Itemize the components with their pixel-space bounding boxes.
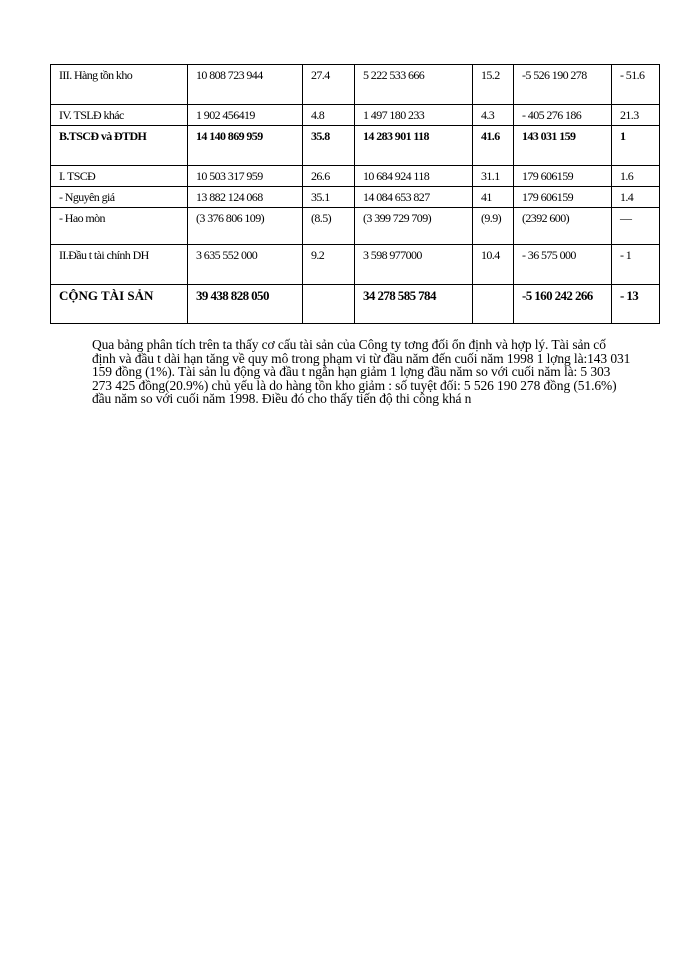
cell-value: [303, 285, 355, 324]
cell-value: 1 902 456419: [188, 105, 303, 126]
row-label: B.TSCĐ và ĐTDH: [51, 126, 188, 166]
cell-value: 179 606159: [514, 166, 612, 187]
cell-value: 5 222 533 666: [355, 65, 473, 105]
cell-value: (2392 600): [514, 208, 612, 245]
cell-value: - 13: [612, 285, 660, 324]
table-row-total: [51, 285, 660, 324]
cell-value: 4.8: [303, 105, 355, 126]
cell-value: —: [612, 208, 660, 245]
table-row: [51, 187, 660, 208]
cell-value: 9.2: [303, 245, 355, 285]
cell-value: 1: [612, 126, 660, 166]
table-row: [51, 245, 660, 285]
cell-value: 3 598 977000: [355, 245, 473, 285]
cell-value: 10 684 924 118: [355, 166, 473, 187]
cell-value: (9.9): [473, 208, 514, 245]
cell-value: (3 399 729 709): [355, 208, 473, 245]
table-row: [51, 208, 660, 245]
cell-value: 35.8: [303, 126, 355, 166]
cell-value: 143 031 159: [514, 126, 612, 166]
cell-value: - 405 276 186: [514, 105, 612, 126]
cell-value: 39 438 828 050: [188, 285, 303, 324]
table-row: [51, 105, 660, 126]
row-label: - Hao mòn: [51, 208, 188, 245]
cell-value: 21.3: [612, 105, 660, 126]
cell-value: -5 526 190 278: [514, 65, 612, 105]
row-label: - Nguyên giá: [51, 187, 188, 208]
cell-value: - 51.6: [612, 65, 660, 105]
cell-value: - 1: [612, 245, 660, 285]
cell-value: 1.4: [612, 187, 660, 208]
cell-value: (8.5): [303, 208, 355, 245]
cell-value: 179 606159: [514, 187, 612, 208]
cell-value: 14 084 653 827: [355, 187, 473, 208]
cell-value: 41.6: [473, 126, 514, 166]
cell-value: 31.1: [473, 166, 514, 187]
cell-value: 15.2: [473, 65, 514, 105]
row-label: IV. TSLĐ khác: [51, 105, 188, 126]
row-label: II.Đầu t tài chính DH: [51, 245, 188, 285]
cell-value: 14 140 869 959: [188, 126, 303, 166]
row-label: I. TSCĐ: [51, 166, 188, 187]
cell-value: 13 882 124 068: [188, 187, 303, 208]
cell-value: 10.4: [473, 245, 514, 285]
cell-value: 27.4: [303, 65, 355, 105]
total-label: CỘNG TÀI SẢN: [51, 285, 188, 324]
asset-structure-table: [50, 64, 660, 324]
cell-value: 1.6: [612, 166, 660, 187]
analysis-paragraph: Qua bảng phân tích trên ta thấy cơ cấu tài sản của Công ty tơng đối ổn định và hợp lý. Tài sản cố định và đầu t dài hạn tăng về quy mô trong phạm vi từ đầu năm đến cuối năm 1998 1 lợng là:143 031 159 đồng (1%). Tài sản lu động và đầu t ngắn hạn giảm 1 lợng đầu năm so với cuối năm là: 5 303 273 425 đồng(20.9%) chủ yếu là do hàng tồn kho giảm : số tuyệt đối: 5 526 190 278 đồng (51.6%) đầu năm so với cuối năm 1998. Điều đó cho thấy tiến độ thi công khá n: [92, 337, 631, 407]
cell-value: 1 497 180 233: [355, 105, 473, 126]
cell-value: 35.1: [303, 187, 355, 208]
row-label: III. Hàng tồn kho: [51, 65, 188, 105]
cell-value: - 36 575 000: [514, 245, 612, 285]
cell-value: 14 283 901 118: [355, 126, 473, 166]
cell-value: (3 376 806 109): [188, 208, 303, 245]
table-row: [51, 166, 660, 187]
table-row: [51, 65, 660, 105]
table-row: [51, 126, 660, 166]
cell-value: 41: [473, 187, 514, 208]
cell-value: [473, 285, 514, 324]
cell-value: 10 808 723 944: [188, 65, 303, 105]
cell-value: 3 635 552 000: [188, 245, 303, 285]
cell-value: 4.3: [473, 105, 514, 126]
cell-value: 26.6: [303, 166, 355, 187]
cell-value: 10 503 317 959: [188, 166, 303, 187]
cell-value: -5 160 242 266: [514, 285, 612, 324]
cell-value: 34 278 585 784: [355, 285, 473, 324]
